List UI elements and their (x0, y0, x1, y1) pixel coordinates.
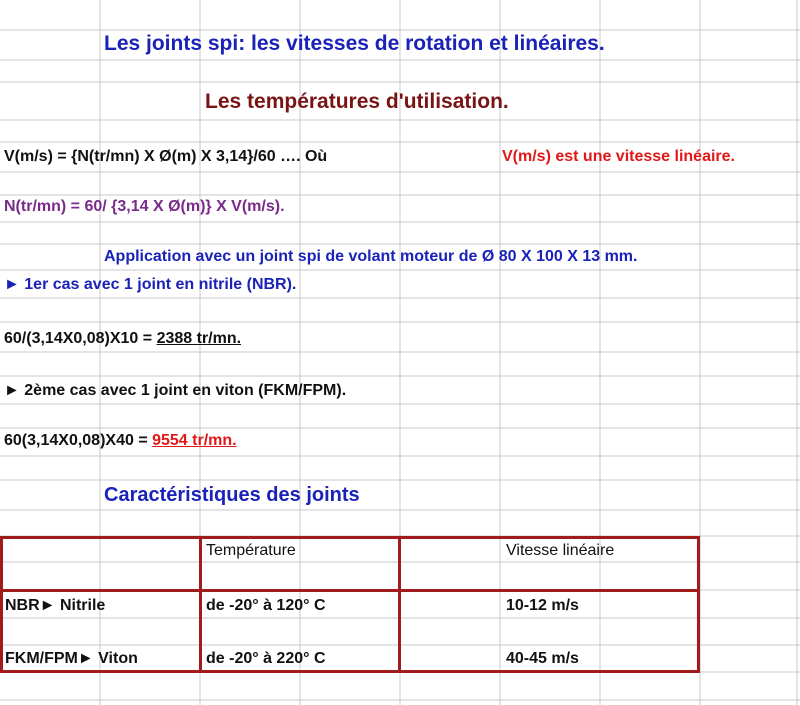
case1-result: 2388 tr/mn. (156, 330, 242, 347)
case2-calculation (4, 432, 237, 450)
case2-title: ► 2ème cas avec 1 joint en viton (FKM/FPM). (4, 382, 347, 399)
formula-speed: V(m/s) = {N(tr/mn) X Ø(m) X 3,14}/60 …. Où (4, 148, 328, 165)
table-col-divider (398, 536, 401, 673)
table-cell: 10-12 m/s (506, 597, 579, 614)
case1-calc-prefix: 60/(3,14X0,08)X10 = (4, 330, 157, 347)
table-col-divider (199, 536, 202, 673)
application-text: Application avec un joint spi de volant moteur de Ø 80 X 100 X 13 mm. (104, 248, 638, 265)
table-cell: FKM/FPM► Viton (5, 650, 138, 667)
table-cell: NBR► Nitrile (5, 597, 106, 614)
table-header-speed: Vitesse linéaire (506, 542, 615, 559)
table-cell: 40-45 m/s (506, 650, 579, 667)
page-title: Les joints spi: les vitesses de rotation et linéaires. (104, 32, 605, 55)
section-title: Caractéristiques des joints (104, 484, 360, 506)
formula-speed-note: V(m/s) est une vitesse linéaire. (502, 148, 735, 165)
table-header-temperature: Température (206, 542, 296, 559)
case1-title: ► 1er cas avec 1 joint en nitrile (NBR). (4, 276, 297, 293)
page-subtitle: Les températures d'utilisation. (205, 90, 509, 113)
case2-calc-prefix: 60(3,14X0,08)X40 = (4, 432, 153, 449)
formula-rotation: N(tr/mn) = 60/ {3,14 X Ø(m)} X V(m/s). (4, 198, 285, 215)
case1-calculation (4, 330, 241, 348)
table-cell: de -20° à 220° C (206, 650, 326, 667)
table-row-divider (0, 589, 700, 592)
table-cell: de -20° à 120° C (206, 597, 326, 614)
case2-result: 9554 tr/mn. (152, 432, 237, 449)
